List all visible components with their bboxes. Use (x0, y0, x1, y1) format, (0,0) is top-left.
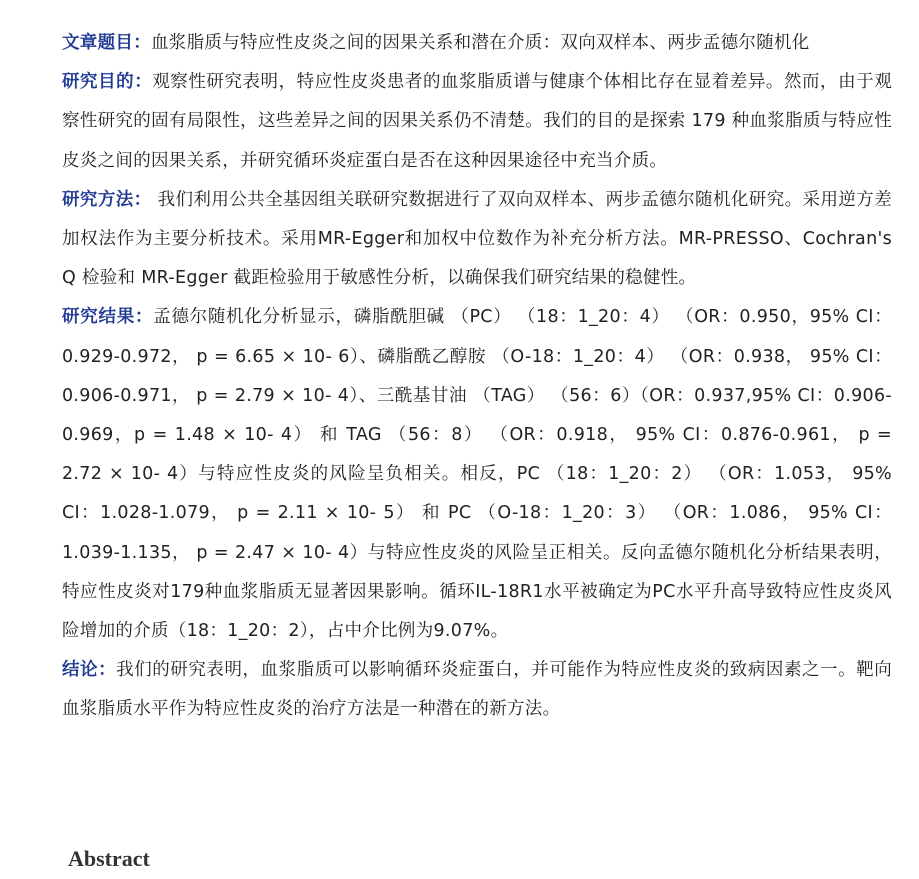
methods-paragraph (62, 181, 892, 299)
methods-label: 研究方法： (62, 189, 152, 210)
objective-label: 研究目的： (62, 72, 153, 93)
methods-text: 我们利用公共全基因组关联研究数据进行了双向双样本、两步孟德尔随机化研究。采用逆方差加权法作为主要分析技术。采用MR-Egger和加权中位数作为补充分析方法。MR-PRESSO、Cochran's Q 检验和 MR-Egger 截距检验用于敏感性分析，以确保我们研究结果的稳健性。 (62, 189, 893, 289)
title-label: 文章题目： (62, 33, 151, 53)
results-label: 研究结果： (62, 307, 154, 328)
objective-paragraph (62, 63, 892, 181)
results-text: 孟德尔随机化分析显示，磷脂酰胆碱 （PC） （18：1_20：4） （OR：0.950，95% CI：0.929-0.972， p = 6.65 × 10- 6）、磷脂酰乙醇胺 （O-18：1_20：4） （OR：0.938， 95% CI：0.906-0.971， p = 2.79 × 10- 4）、三酰基甘油 （TAG） （56：6）（OR：0.937,95% CI：0.906-0.969，p = 1.48 × 10- 4） 和 TAG （56：8） （OR：0.918， 95% CI：0.876-0.961， p = 2.72 × 10- 4）与特应性皮炎的风险呈负相关。相反，PC （18：1_20：2） （OR：1.053， 95% CI：1.028-1.079， p = 2.11 × 10- 5） 和 PC （O-18：1_20：3） （OR：1.086， 95% CI：1.039-1.135， p = 2.47 × 10- 4）与特应性皮炎的风险呈正相关。反向孟德尔随机化分析结果表明，特应性皮炎对179种血浆脂质无显著因果影响。循环IL-18R1水平被确定为PC水平升高导致特应性皮炎风险增加的介质（18：1_20：2），占中介比例为9.07%。 (62, 307, 892, 642)
title-paragraph (62, 24, 892, 63)
conclusion-paragraph (62, 651, 892, 729)
conclusion-label: 结论： (62, 660, 117, 681)
conclusion-text: 我们的研究表明，血浆脂质可以影响循环炎症蛋白，并可能作为特应性皮炎的致病因素之一。靶向血浆脂质水平作为特应性皮炎的治疗方法是一种潜在的新方法。 (62, 660, 892, 720)
title-text: 血浆脂质与特应性皮炎之间的因果关系和潜在介质：双向双样本、两步孟德尔随机化 (151, 33, 810, 53)
article-summary (62, 24, 892, 730)
results-paragraph (62, 298, 892, 651)
objective-text: 观察性研究表明，特应性皮炎患者的血浆脂质谱与健康个体相比存在显着差异。然而，由于观察性研究的固有局限性，这些差异之间的因果关系仍不清楚。我们的目的是探索 179 种血浆脂质与特应性皮炎之间的因果关系，并研究循环炎症蛋白是否在这种因果途径中充当介质。 (62, 72, 893, 171)
abstract-heading: Abstract (68, 846, 150, 871)
